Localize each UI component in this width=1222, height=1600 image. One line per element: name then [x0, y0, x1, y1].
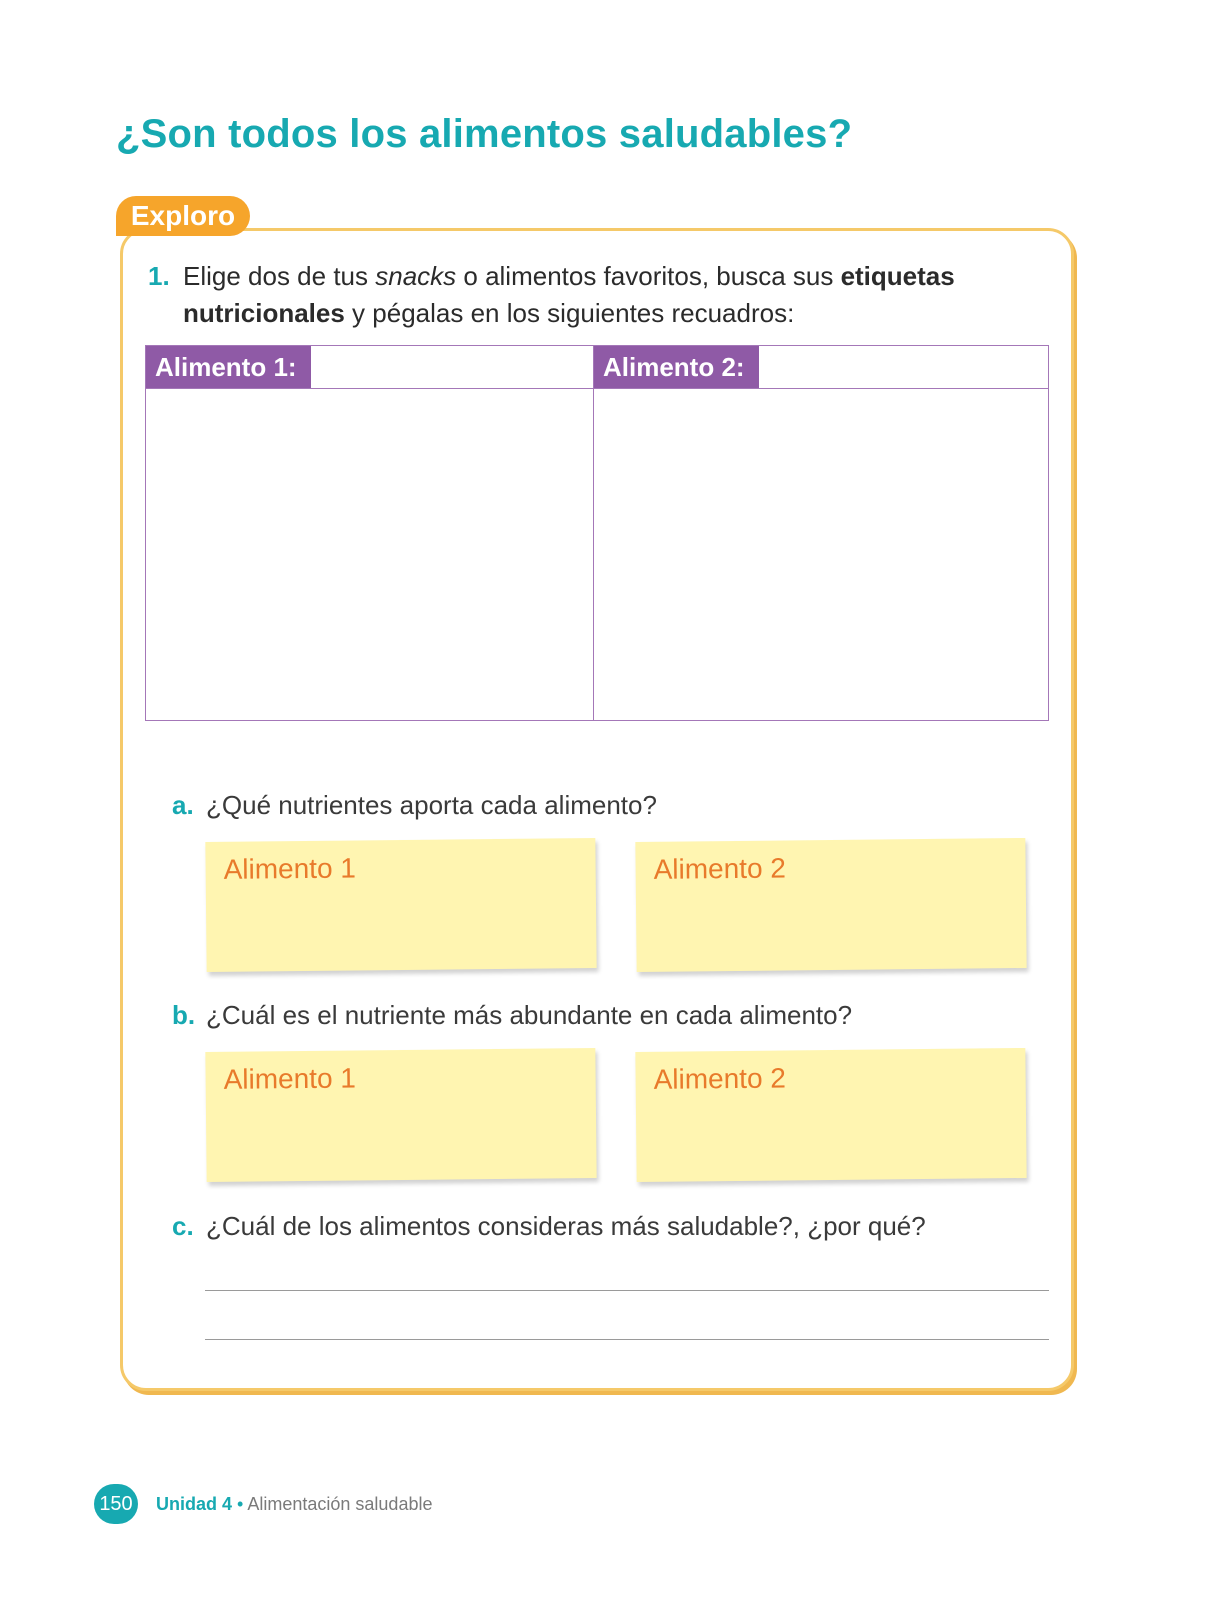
- answer-note-b-food-2[interactable]: [635, 1048, 1026, 1182]
- note-label: Alimento 2: [653, 1062, 787, 1095]
- sub-question-text: ¿Cuál de los alimentos consideras más saludable?, ¿por qué?: [206, 1211, 926, 1241]
- page-title: ¿Son todos los alimentos saludables?: [116, 112, 853, 156]
- note-label: Alimento 1: [223, 1062, 357, 1095]
- answer-note-b-food-1[interactable]: [205, 1048, 596, 1182]
- note-label: Alimento 1: [223, 852, 357, 885]
- label-box-food-1[interactable]: [146, 346, 594, 720]
- answer-line[interactable]: [205, 1290, 1049, 1291]
- question-number: 1.: [148, 261, 170, 291]
- label-box-header-row: [146, 346, 593, 389]
- nutrition-label-table: [145, 345, 1049, 721]
- answer-note-a-food-2[interactable]: [635, 838, 1026, 972]
- label-box-header-row: [594, 346, 1048, 389]
- label-box-header: Alimento 1:: [146, 346, 311, 388]
- footer-unit: Unidad 4: [156, 1494, 233, 1514]
- sub-question-text: ¿Qué nutrientes aporta cada alimento?: [206, 790, 657, 820]
- question-text: Elige dos de tus snacks o alimentos favoritos, busca sus etiquetas nutricionales y pégalas en los siguientes recuadros:: [183, 261, 955, 328]
- answer-note-a-food-1[interactable]: [205, 838, 596, 972]
- page-number-badge: 150: [94, 1484, 138, 1524]
- sub-question-letter: b.: [172, 1000, 196, 1030]
- label-box-header: Alimento 2:: [594, 346, 759, 388]
- question-1: [148, 258, 1008, 332]
- sub-question-letter: c.: [172, 1211, 194, 1241]
- answer-line[interactable]: [205, 1339, 1049, 1340]
- sub-question-b: [172, 1000, 852, 1031]
- sub-question-letter: a.: [172, 790, 194, 820]
- label-box-food-2[interactable]: [594, 346, 1048, 720]
- note-label: Alimento 2: [653, 852, 787, 885]
- sub-question-a: [172, 790, 657, 821]
- sub-question-text: ¿Cuál es el nutriente más abundante en cada alimento?: [206, 1000, 853, 1030]
- section-tab-exploro: Exploro: [116, 196, 250, 236]
- footer-unit-title: Alimentación saludable: [247, 1494, 433, 1514]
- sub-question-c: [172, 1211, 926, 1242]
- footer-unit-text: [156, 1494, 432, 1515]
- footer-separator: •: [237, 1494, 244, 1514]
